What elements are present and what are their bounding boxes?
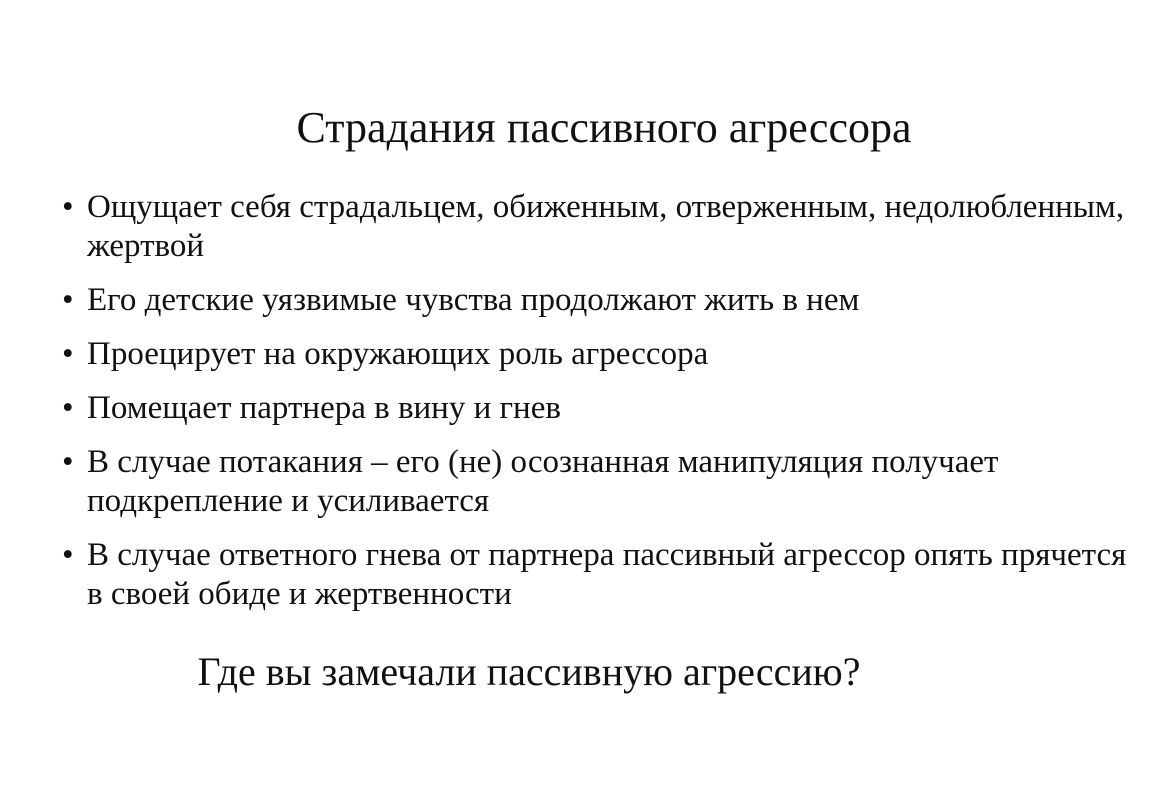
bullet-item: • Проецирует на окружающих роль агрессора (62, 335, 1132, 374)
closing-question: Где вы замечали пассивную агрессию? (197, 649, 861, 694)
bullet-item: • В случае ответного гнева от партнера пассивный агрессор опять прячется в своей обиде и жертвенности (62, 536, 1132, 614)
bullet-item: • Его детские уязвимые чувства продолжают жить в нем (62, 281, 1132, 320)
bullet-item: • Помещает партнера в вину и гнев (62, 389, 1132, 428)
bullet-list (62, 188, 1132, 629)
bullet-item: • В случае потакания – его (не) осознанная манипуляция получает подкрепление и усиливается (62, 443, 1132, 521)
bullet-item: • Ощущает себя страдальцем, обиженным, отверженным, недолюбленным, жертвой (62, 188, 1132, 266)
slide-title: Страдания пассивного агрессора (296, 103, 912, 152)
